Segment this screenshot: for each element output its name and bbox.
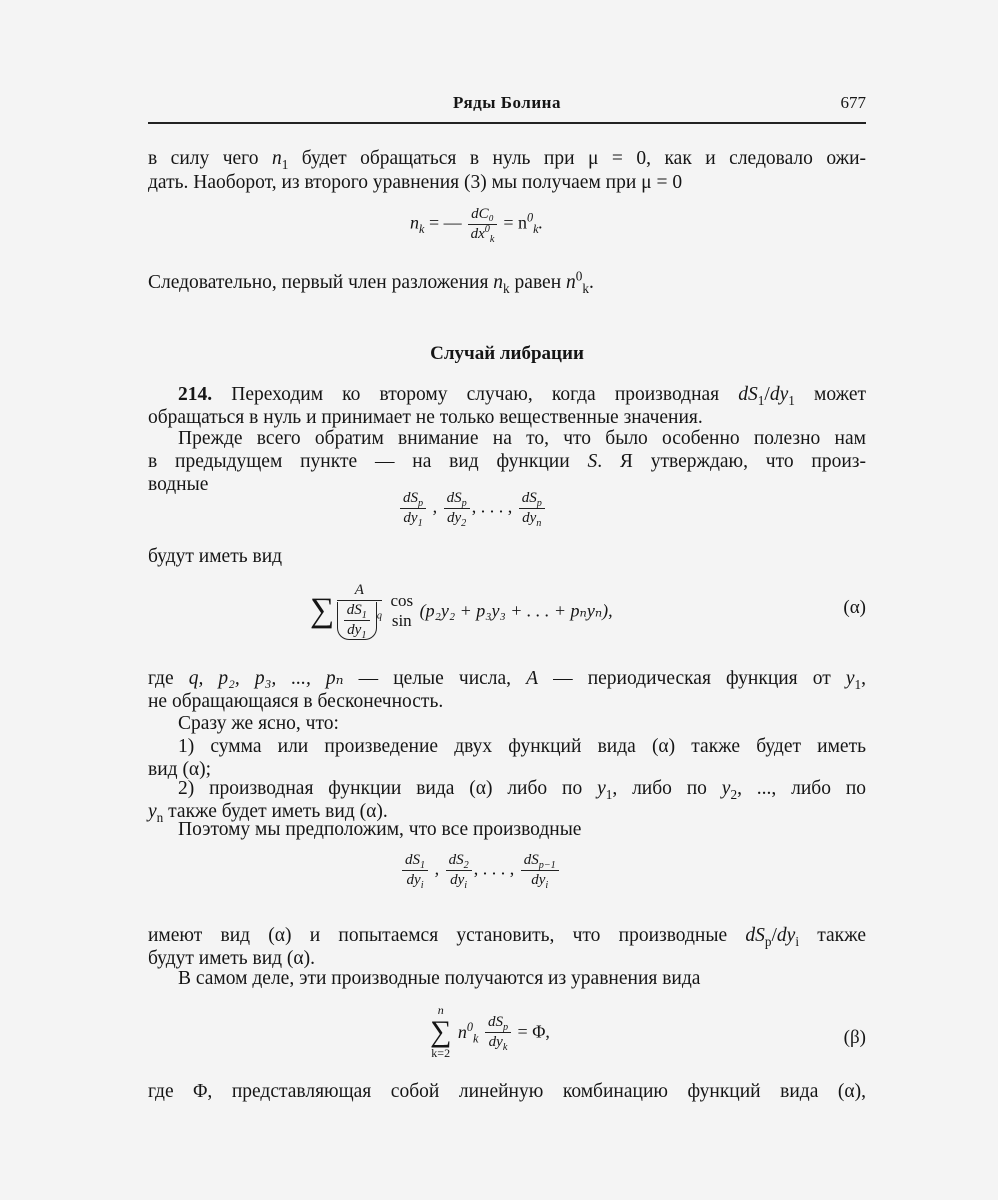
- paragraph-4-line-2: в предыдущем пункте — на вид функции S. Я утверждаю, что произ-: [148, 451, 866, 472]
- paragraph-9-line-2: $y_n$ также будет иметь вид (α).: [148, 801, 388, 825]
- paragraph-7: Сразу же ясно, что:: [178, 713, 339, 734]
- paragraph-10: Поэтому мы предположим, что все производные: [178, 819, 582, 840]
- paragraph-1-line-1: в силу чего $n_1$ будет обращаться в нуль при μ = 0, как и следовало ожи-: [148, 148, 867, 172]
- paragraph-5: будут иметь вид: [148, 546, 283, 567]
- header-rule: [148, 122, 866, 124]
- paragraph-6-line-2: не обращающаяся в бесконечность.: [148, 691, 444, 712]
- fraction-dc0-dxk: $\frac{\text{dC₀}}{dx^0_k}$: [468, 206, 497, 243]
- derivatives-sp-row: $\frac{dS_p}{dy_1}$ , $\frac{dS_p}{dy_2}$ , . . . , $\frac{dS_p}{dy_n}$: [398, 490, 547, 527]
- section-heading: Случай либрации: [430, 343, 584, 364]
- equation-tag-alpha: (α): [843, 597, 866, 618]
- paragraph-3-line-2: обращаться в нуль и принимает не только вещественные значения.: [148, 407, 703, 428]
- paragraph-13: где Φ, представляющая собой линейную комбинацию функций вида (α),: [148, 1081, 866, 1102]
- paragraph-9-line-1: 2) производная функции вида (α) либо по $y_1$, либо по $y_2$, ..., либо по: [178, 778, 867, 802]
- paragraph-12: В самом деле, эти производные получаются из уравнения вида: [178, 968, 701, 989]
- equation-nk: $n_k$ = — $\frac{\text{dC₀}}{dx^0_k}$ = $n^0_k$.: [410, 206, 544, 245]
- paragraph-1-line-2: дать. Наоборот, из второго уравнения (3) мы получаем при μ = 0: [148, 172, 683, 193]
- paragraph-2: Следовательно, первый член разложения $n_k$ равен $n^0_k$.: [148, 268, 594, 296]
- equation-alpha: ∑ A $\frac{dS_1}{dy_1}$ $^q$ cos sin (p₂y₂ + p₃y₃ + . . . + pₙyₙ),: [310, 582, 613, 641]
- paragraph-8-line-2: вид (α);: [148, 759, 212, 780]
- equation-beta: n ∑ k=2 $n^0_k$ $\frac{dS_p}{dy_k}$ = Φ,: [430, 1003, 550, 1060]
- paragraph-4-line-1: Прежде всего обратим внимание на то, что было особенно полезно нам: [178, 428, 866, 449]
- paragraph-4-line-3: водные: [148, 474, 209, 495]
- running-title: Ряды Болина: [453, 93, 561, 112]
- paragraph-8-line-1: 1) сумма или произведение двух функций вида (α) также будет иметь: [178, 736, 866, 757]
- paragraph-6-line-1: где q, p₂, p₃, ..., pₙ — целые числа, A — периодическая функция от $y_1$,: [148, 668, 866, 692]
- page-header: [148, 93, 866, 119]
- paragraph-11-line-1: имеют вид (α) и попытаемся установить, что производные $dS_p/dy_i$ также: [148, 925, 867, 949]
- derivatives-s-row: $\frac{dS_1}{dy_i}$ , $\frac{dS_2}{dy_i}$ , . . . , $\frac{dS_{p-1}}{dy_i}$: [400, 852, 561, 889]
- paragraph-3-line-1: 214. Переходим ко второму случаю, когда производная $dS_1/dy_1$ может: [178, 384, 866, 408]
- paragraph-11-line-2: будут иметь вид (α).: [148, 948, 316, 969]
- equation-tag-beta: (β): [843, 1027, 866, 1048]
- page-number: 677: [840, 93, 866, 112]
